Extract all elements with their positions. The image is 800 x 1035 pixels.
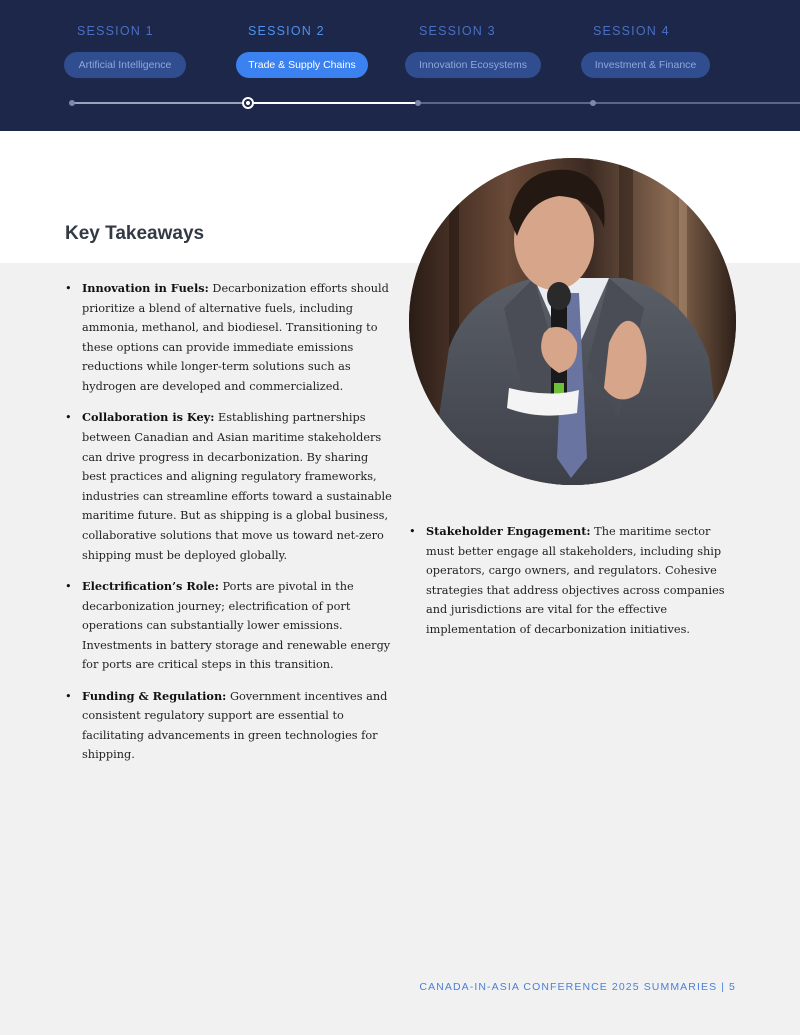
session-4-label: SESSION 4 bbox=[593, 24, 670, 38]
takeaway-text: Decarbonization efforts should prioritize a blend of alternative fuels, including ammonia, methanol, and biodiesel. Transitioning to these options can provide immediate emissions reductions while longer-term solutions such as hydrogen are developed and commercialized. bbox=[82, 282, 389, 393]
left-takeaways-list bbox=[65, 279, 395, 777]
progress-track-current bbox=[248, 102, 418, 104]
session-2-label: SESSION 2 bbox=[248, 24, 325, 38]
speaker-photo bbox=[409, 158, 736, 485]
takeaway-text: The maritime sector must better engage all stakeholders, including ship operators, cargo owners, and regulators. Cohesive strategies that address objectives across companies and jurisdictions are vital for the effective implementation of decarbonization initiatives. bbox=[426, 525, 725, 636]
session-3-label: SESSION 3 bbox=[419, 24, 496, 38]
takeaway-heading: Innovation in Fuels: bbox=[82, 281, 209, 295]
takeaway-text: Ports are pivotal in the decarbonization journey; electrification of port operations can substantially lower emissions. Investments in battery storage and renewable energy for ports are critical steps in this transition. bbox=[82, 579, 391, 672]
session-4-marker[interactable] bbox=[590, 100, 596, 106]
session-1-marker[interactable] bbox=[69, 100, 75, 106]
takeaway-stakeholder-engagement bbox=[409, 522, 739, 640]
takeaway-funding-regulation bbox=[65, 687, 395, 765]
progress-track-completed bbox=[72, 102, 248, 104]
session-2-tab[interactable]: Trade & Supply Chains bbox=[236, 52, 368, 78]
session-1-label: SESSION 1 bbox=[77, 24, 154, 38]
right-takeaways-list bbox=[409, 522, 739, 651]
session-3-marker[interactable] bbox=[415, 100, 421, 106]
takeaway-innovation-in-fuels bbox=[65, 279, 395, 397]
session-1-tab[interactable]: Artificial Intelligence bbox=[64, 52, 186, 78]
takeaway-heading: Stakeholder Engagement: bbox=[426, 524, 591, 538]
takeaway-heading: Funding & Regulation: bbox=[82, 688, 227, 703]
takeaway-collaboration-is-key bbox=[65, 408, 395, 565]
session-4-tab[interactable]: Investment & Finance bbox=[581, 52, 710, 78]
takeaway-electrification-role bbox=[65, 577, 395, 675]
page-footer: CANADA-IN-ASIA CONFERENCE 2025 SUMMARIES | 5 bbox=[419, 981, 736, 993]
page-title: Key Takeaways bbox=[65, 223, 205, 244]
takeaway-heading: Electrification’s Role: bbox=[82, 578, 219, 593]
takeaway-heading: Collaboration is Key: bbox=[82, 410, 215, 425]
session-2-marker[interactable] bbox=[242, 97, 254, 109]
takeaway-text: Government incentives and consistent regulatory support are essential to facilitating advancements in green technologies for shipping. bbox=[82, 689, 388, 762]
session-navigation-header bbox=[0, 0, 800, 131]
session-3-tab[interactable]: Innovation Ecosystems bbox=[405, 52, 541, 78]
speaker-photo-illustration bbox=[409, 158, 736, 485]
takeaway-text: Establishing partnerships between Canadian and Asian maritime stakeholders can drive progress in decarbonization. By sharing best practices and aligning regulatory frameworks, industries can streamline efforts toward a sustainable maritime future. But as shipping is a global business, collaborative solutions that move us toward net-zero shipping must be deployed globally. bbox=[82, 411, 392, 562]
